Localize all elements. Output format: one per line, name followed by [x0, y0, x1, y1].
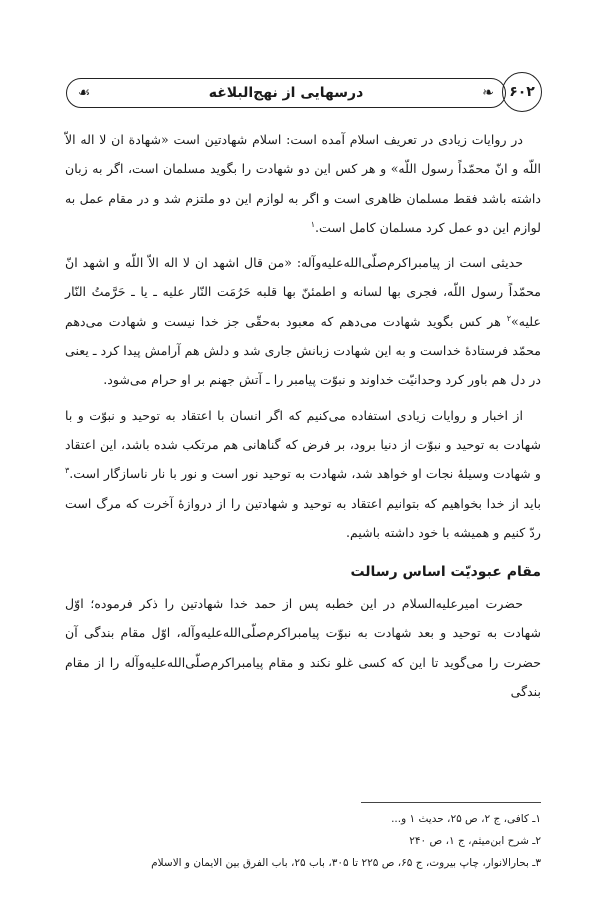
paragraph-3: از اخبار و روایات زیادی استفاده می‌کنیم که اگر انسان با اعتقاد به توحید و نبوّت و با شهادت به توحید و نبوّت از دنیا برود، بر فرض که گناهانی هم مرتکب شده باشد، این اعتقاد و شهادت وسیلهٔ نجات او خواهد شد، شهادت به توحید نور است و نور با نار ناسازگار است.$^۳$ باید از خدا بخواهیم که بتوانیم اعتقاد به توحید و شهادتین را از دروازهٔ آخرت که مرگ است ردّ کنیم و همیشه با خود داشته باشیم.	[65, 407, 541, 540]
footnotes	[65, 808, 541, 874]
book-title: درسهایی از نهج‌البلاغه	[208, 85, 364, 101]
footnote-2: ۲ـ شرح ابن‌میثم، ج ۱، ص ۲۴۰	[409, 835, 541, 847]
footnote-divider	[361, 802, 541, 803]
page-number: ۶۰۲	[502, 72, 542, 112]
ornament-right-icon: ❧	[482, 85, 494, 101]
paragraph-4: حضرت امیرعلیه‌السلام در این خطبه پس از حمد خدا شهادتین را ذکر فرموده؛ اوّل شهادت به توحید و بعد شهادت به نبوّت پیامبراکرم‌صلّی‌الله‌علیه‌وآله، اوّل مقام بندگی آن حضرت را می‌گوید تا این که کسی غلو نکند و مقام پیامبراکرم‌صلّی‌الله‌علیه‌وآله را از مقام بندگی	[65, 596, 541, 700]
paragraph-1: در روایات زیادی در تعریف اسلام آمده است: اسلام شهادتین است «شهادة ان لا اله الاّ اللّه و انّ محمّداً رسول اللّه» و هر کس این دو شهادت را بگوید مسلمان است، اگر به زبان داشته باشد فقط مسلمان ظاهری است و اگر به لوازم این دو ملتزم شد و در مقام عمل به لوازم این دو عمل کرد مسلمان کامل است.$^۱$	[65, 132, 541, 235]
header-title-bar	[66, 78, 506, 108]
footnote-ref-3: ۳	[65, 466, 70, 476]
footnote-3: ۳ـ بحارالانوار، چاپ بیروت، ج ۶۵، ص ۲۲۵ تا ۳۰۵، باب ۲۵، باب الفرق بین الایمان و الاسلام	[151, 857, 541, 869]
footnote-1: ۱ـ کافی، ج ۲، ص ۲۵، حدیث ۱ و...	[391, 813, 541, 825]
page-header	[66, 72, 542, 116]
section-heading: مقام عبودیّت اساس رسالت	[350, 564, 541, 581]
footnote-ref-2: ۲	[506, 313, 512, 323]
footnote-ref-1: ۱	[310, 219, 316, 229]
ornament-left-icon: ☙	[77, 85, 91, 101]
page-body	[65, 125, 541, 712]
paragraph-2: حدیثی است از پیامبراکرم‌صلّی‌الله‌علیه‌وآله: «من قال اشهد ان لا اله الاّ اللّه و اشهد انّ محمّداً رسول اللّه، فجری بها لسانه و اطمئنّ بها قلبه حَرُمَت النّار علیه ـ یا ـ حَرَّمتُ النّار علیه»$^۲$ هر کس بگوید شهادت می‌دهم که معبود به‌حقّی جز خدا نیست و شهادت می‌دهم محمّد فرستادهٔ خداست و به این شهادت زبانش جاری شد و دلش هم آرامش پیدا کرد ـ یعنی در دل هم باور کرد وحدانیّت خداوند و نبوّت پیامبر را ـ آتش جهنم بر او حرام می‌شود.	[65, 255, 541, 388]
